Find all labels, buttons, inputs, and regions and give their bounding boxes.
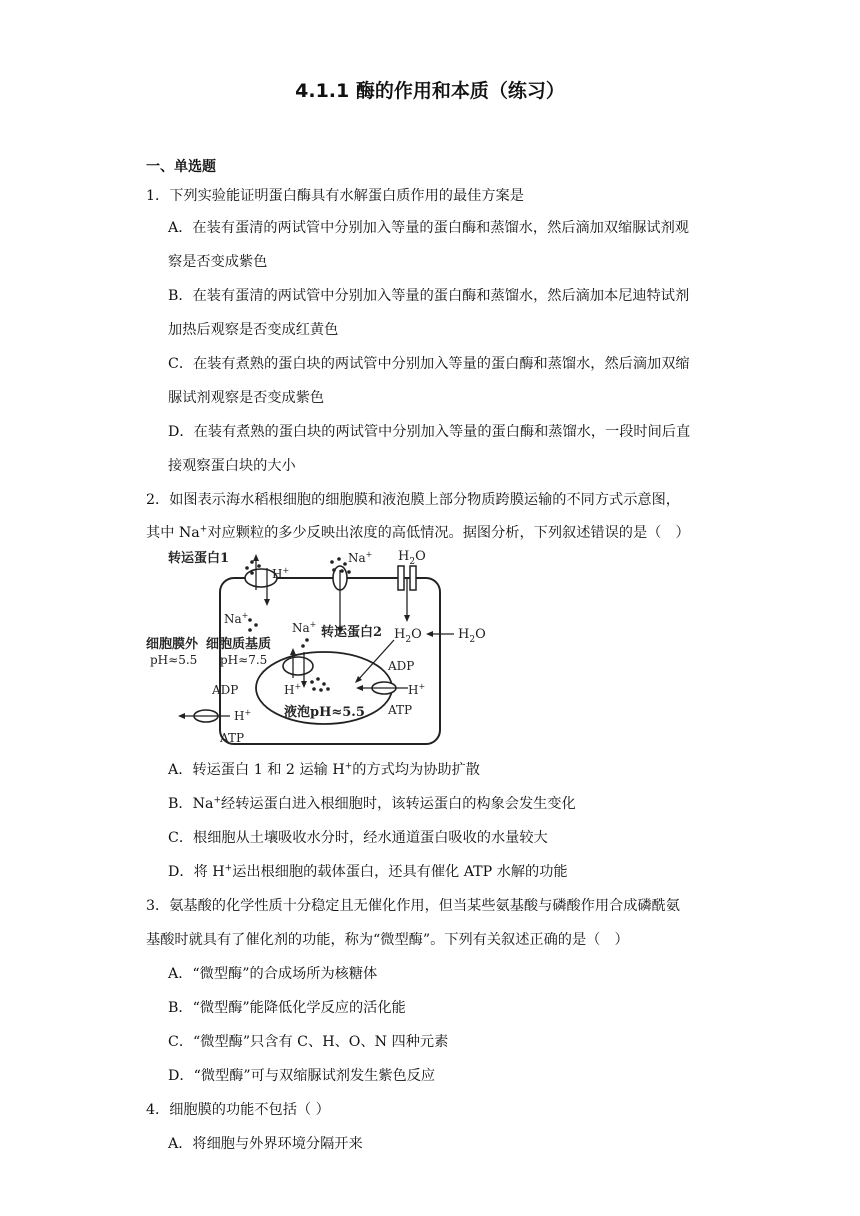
q1-option-a: A．在装有蛋清的两试管中分别加入等量的蛋白酶和蒸馏水，然后滴加双缩脲试剂观: [168, 220, 689, 236]
label-transporter-2: 转运蛋白2: [321, 625, 383, 640]
label-h2o-top: $H_2O$: [398, 549, 426, 567]
q4-option-a: A．将细胞与外界环境分隔开来: [168, 1136, 363, 1152]
label-cytoplasm: 细胞质基质: [206, 637, 272, 652]
q1-stem: 1．下列实验能证明蛋白酶具有水解蛋白质作用的最佳方案是: [146, 188, 524, 204]
label-outside-ph: pH≈5.5: [150, 653, 198, 667]
label-h-top: H+: [272, 566, 290, 581]
label-na-inside-1: Na+: [224, 611, 249, 626]
page-title: 4.1.1 酶的作用和本质（练习）: [295, 80, 565, 102]
label-atp-membrane: ATP: [220, 731, 245, 745]
q3-option-b: B．“微型酶”能降低化学反应的活化能: [168, 1000, 406, 1016]
label-h2o-outside: $H_2O$: [458, 627, 486, 645]
q2-stem: 2．如图表示海水稻根细胞的细胞膜和液泡膜上部分物质跨膜运输的不同方式示意图，: [146, 492, 680, 508]
q3-option-c: C．“微型酶”只含有 C、H、O、N 四种元素: [168, 1034, 449, 1050]
q2-option-a: A．转运蛋白 1 和 2 运输 H+的方式均为协助扩散: [168, 761, 480, 778]
q2-option-b: B．Na+经转运蛋白进入根细胞时，该转运蛋白的构象会发生变化: [168, 795, 576, 812]
q2-option-d: D．将 H+运出根细胞的载体蛋白，还具有催化 ATP 水解的功能: [168, 863, 568, 880]
q4-stem: 4．细胞膜的功能不包括（ ）: [146, 1102, 330, 1118]
section-heading: 一、单选题: [146, 159, 216, 175]
q1-option-b-cont: 加热后观察是否变成红黄色: [168, 322, 339, 338]
label-cytoplasm-ph: pH≈7.5: [220, 653, 268, 667]
label-na-vacuole: Na+: [292, 620, 317, 635]
q3-option-a: A．“微型酶”的合成场所为核糖体: [168, 966, 378, 982]
transporter-2: [283, 657, 313, 675]
q2-stem-cont: 其中 Na+对应颗粒的多少反映出浓度的高低情况。据图分析，下列叙述错误的是（ ）: [146, 524, 690, 541]
label-outside: 细胞膜外: [146, 637, 199, 652]
q3-stem: 3．氨基酸的化学性质十分稳定且无催化作用，但当某些氨基酸与磷酸作用合成磷酰氨: [146, 898, 680, 914]
q2-option-c: C．根细胞从土壤吸收水分时，经水通道蛋白吸收的水量较大: [168, 830, 548, 846]
label-na-outside: Na+: [348, 550, 373, 565]
label-h-vacuole: H+: [284, 682, 302, 697]
water-channel: [398, 566, 404, 590]
label-adp-membrane: ADP: [212, 683, 239, 697]
q1-option-b: B．在装有蛋清的两试管中分别加入等量的蛋白酶和蒸馏水，然后滴加本尼迪特试剂: [168, 288, 690, 304]
label-atp-vacuole: ATP: [388, 703, 413, 717]
q1-option-c-cont: 脲试剂观察是否变成紫色: [168, 390, 325, 406]
q3-option-d: D．“微型酶”可与双缩脲试剂发生紫色反应: [168, 1068, 436, 1084]
label-vacuole: 液泡pH≈5.5: [284, 705, 365, 720]
label-adp-vacuole: ADP: [388, 659, 415, 673]
q1-option-a-cont: 察是否变成紫色: [168, 254, 268, 270]
label-h-membrane: H+: [234, 708, 252, 723]
q3-stem-cont: 基酸时就具有了催化剂的功能，称为“微型酶”。下列有关叙述正确的是（ ）: [146, 932, 629, 948]
label-h2o-inside: $H_2O$: [394, 627, 422, 645]
label-h-pump: H+: [408, 682, 426, 697]
q1-option-c: C．在装有煮熟的蛋白块的两试管中分别加入等量的蛋白酶和蒸馏水，然后滴加双缩: [168, 356, 690, 372]
transport-diagram: [146, 548, 496, 748]
label-transporter-1: 转运蛋白1: [168, 551, 230, 566]
h-particles-vacuole: [310, 677, 330, 692]
q1-option-d: D．在装有煮熟的蛋白块的两试管中分别加入等量的蛋白酶和蒸馏水，一段时间后直: [168, 424, 691, 440]
q1-option-d-cont: 接观察蛋白块的大小: [168, 458, 296, 474]
